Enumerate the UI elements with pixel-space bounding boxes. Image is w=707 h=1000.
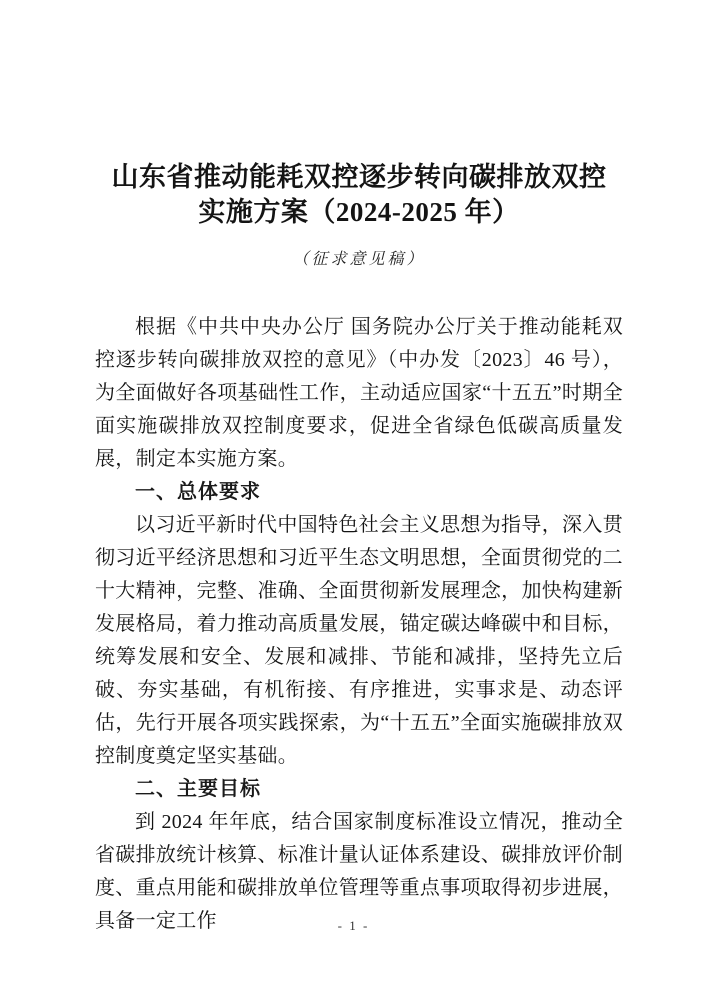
document-subtitle: （征求意见稿） (292, 251, 426, 268)
document-title-line-2: 实施方案（2024-2025 年） (198, 197, 520, 227)
section-heading-1: 一、总体要求 (135, 481, 261, 503)
document-title (95, 160, 623, 230)
document-body (95, 311, 623, 938)
document-title-line-1: 山东省推动能耗双控逐步转向碳排放双控 (111, 162, 607, 192)
paragraph-general-requirements: 以习近平新时代中国特色社会主义思想为指导，深入贯彻习近平经济思想和习近平生态文明思想，全面贯彻党的二十大精神，完整、准确、全面贯彻新发展理念，加快构建新发展格局，着力推动高质量发展，锚定碳达峰碳中和目标，统筹发展和安全、发展和减排、节能和减排，坚持先立后破、夯实基础，有机衔接、有序推进，实事求是、动态评估，先行开展各项实践探索，为“十五五”全面实施碳排放双控制度奠定坚实基础。 (95, 514, 623, 767)
page-number: - 1 - (337, 918, 370, 933)
paragraph-main-goals: 到 2024 年年底，结合国家制度标准设立情况，推动全省碳排放统计核算、标准计量认证体系建设、碳排放评价制度、重点用能和碳排放单位管理等重点事项取得初步进展，具备一定工作 (95, 811, 623, 932)
section-heading-2: 二、主要目标 (135, 778, 261, 800)
paragraph-intro: 根据《中共中央办公厅 国务院办公厅关于推动能耗双控逐步转向碳排放双控的意见》（中办发〔2023〕46 号），为全面做好各项基础性工作，主动适应国家“十五五”时期全面实施碳排放双控制度要求，促进全省绿色低碳高质量发展，制定本实施方案。 (95, 316, 623, 470)
